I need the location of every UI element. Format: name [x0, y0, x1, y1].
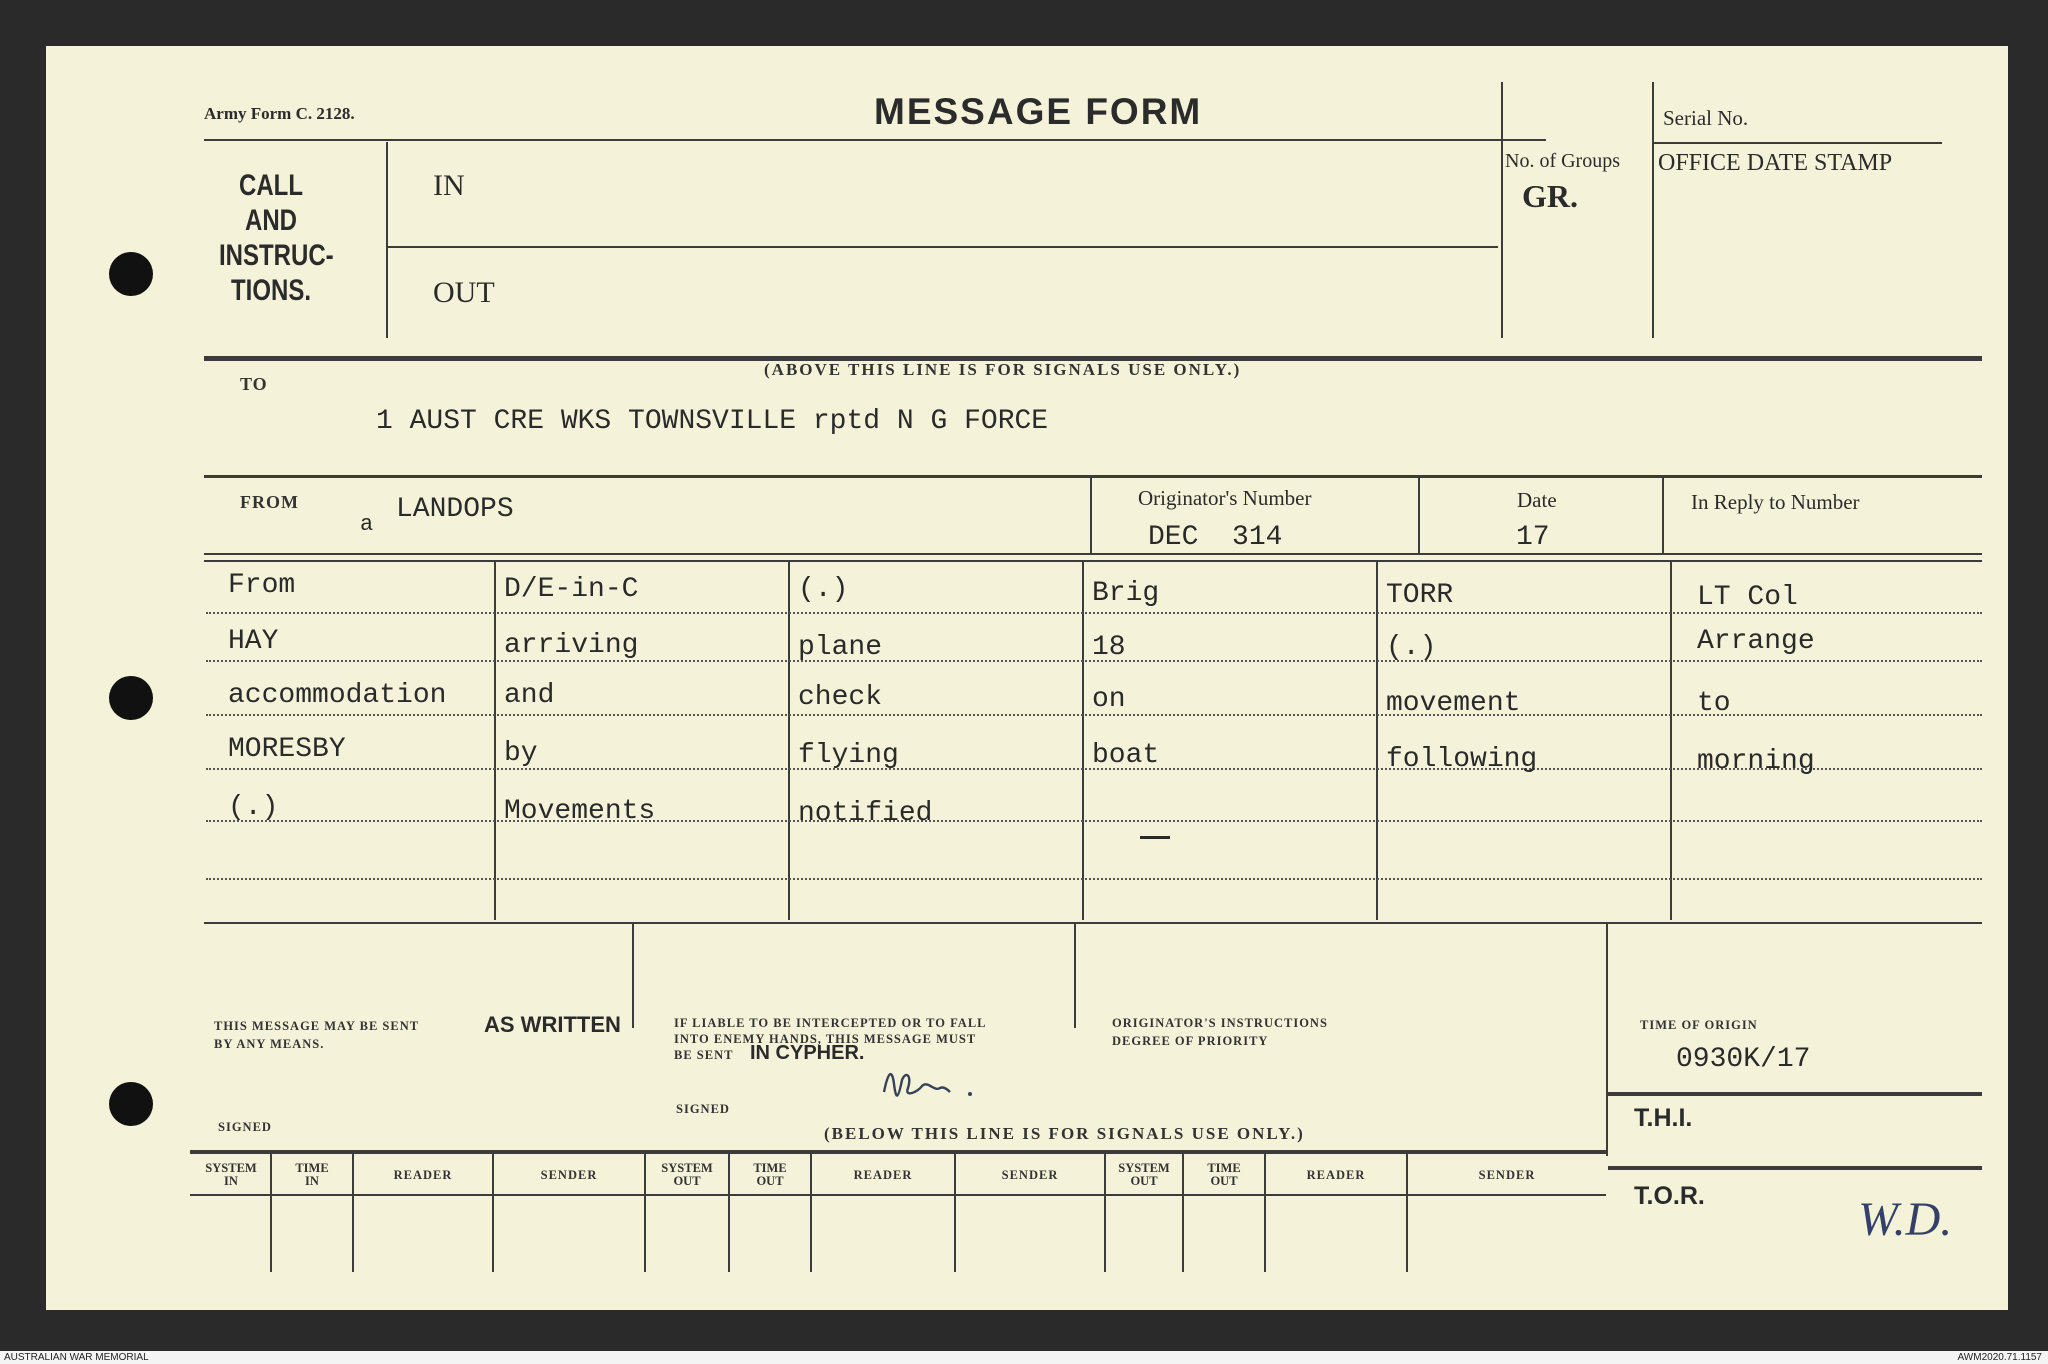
signals-below-note: (BELOW THIS LINE IS FOR SIGNALS USE ONLY.) — [824, 1124, 1305, 1143]
from-label: FROM — [240, 492, 299, 512]
groups-label: No. of Groups — [1505, 150, 1620, 172]
form-title: MESSAGE FORM — [874, 91, 1203, 132]
call-instructions-label: CALL AND INSTRUC- TIONS. — [219, 169, 334, 307]
th-sender-3: SENDER — [1478, 1168, 1536, 1182]
time-of-origin-label: TIME OF ORIGIN — [1640, 1018, 1758, 1032]
signed-label-1: SIGNED — [218, 1120, 272, 1134]
may-be-sent-line2: BY ANY MEANS. — [214, 1037, 325, 1051]
grid-cell: morning — [1697, 746, 1815, 777]
serial-label: Serial No. — [1663, 106, 1749, 130]
archive-accession-number: AWM2020.71.1157 — [1957, 1352, 2042, 1363]
date-value: 17 — [1516, 522, 1550, 553]
grid-cell: on — [1092, 684, 1126, 715]
archive-left-label: AUSTRALIAN WAR MEMORIAL — [4, 1352, 149, 1363]
grid-cell: TORR — [1386, 580, 1454, 611]
to-address: 1 AUST CRE WKS TOWNSVILLE rptd N G FORCE — [376, 406, 1049, 437]
grid-cell: Brig — [1092, 578, 1160, 609]
originator-number: DEC 314 — [1148, 522, 1283, 553]
th-sender-2: SENDER — [1001, 1168, 1059, 1182]
th-reader-3: READER — [1306, 1168, 1366, 1182]
tor-label: T.O.R. — [1634, 1182, 1705, 1210]
grid-cell: flying — [798, 740, 899, 771]
grid-cell: D/E-in-C — [504, 574, 639, 605]
grid-cell: HAY — [228, 626, 279, 657]
typed-dash — [1140, 836, 1170, 839]
grid-cell: check — [798, 682, 883, 713]
punch-hole-middle — [109, 676, 153, 720]
punch-hole-top — [109, 252, 153, 296]
grid-cell: Arrange — [1697, 626, 1815, 657]
grid-cell: by — [504, 738, 538, 769]
in-label: IN — [433, 169, 465, 202]
grid-cell: boat — [1092, 740, 1160, 771]
grid-cell: 18 — [1092, 632, 1126, 663]
originator-number-label: Originator's Number — [1138, 486, 1312, 510]
grid-cell: (.) — [1386, 632, 1437, 663]
liable-line1: IF LIABLE TO BE INTERCEPTED OR TO FALL — [674, 1016, 987, 1030]
may-be-sent-line1: THIS MESSAGE MAY BE SENT — [214, 1019, 420, 1033]
grid-cell: plane — [798, 632, 883, 663]
originator-instructions: ORIGINATOR'S INSTRUCTIONS — [1112, 1016, 1328, 1030]
date-label: Date — [1517, 488, 1557, 512]
grid-cell: movement — [1386, 688, 1521, 719]
grid-cell: following — [1386, 744, 1538, 775]
th-sender-1: SENDER — [540, 1168, 598, 1182]
liable-line3: BE SENT — [674, 1048, 734, 1062]
th-reader-2: READER — [853, 1168, 913, 1182]
grid-cell: to — [1697, 688, 1731, 719]
handwritten-signature — [878, 1062, 978, 1110]
as-written: AS WRITTEN — [484, 1012, 621, 1037]
grid-cell: arriving — [504, 630, 639, 661]
th-time-in: TIME IN — [295, 1161, 329, 1188]
from-prefix: a — [360, 512, 374, 537]
out-label: OUT — [433, 276, 495, 309]
th-time-out-2: TIME OUT — [1207, 1161, 1241, 1188]
grid-cell: accommodation — [228, 680, 447, 711]
grid-cell: and — [504, 680, 555, 711]
liable-line2: INTO ENEMY HANDS, THIS MESSAGE MUST — [674, 1032, 977, 1046]
th-system-out-2: SYSTEM OUT — [1118, 1161, 1170, 1188]
to-label: TO — [240, 374, 268, 394]
degree-of-priority: DEGREE OF PRIORITY — [1112, 1034, 1269, 1048]
grid-cell: notified — [798, 798, 933, 829]
grid-cell: LT Col — [1697, 582, 1798, 613]
grid-cell: From — [228, 570, 296, 601]
signals-above-note: (ABOVE THIS LINE IS FOR SIGNALS USE ONLY.) — [764, 360, 1242, 379]
grid-cell: MORESBY — [228, 734, 346, 765]
grid-cell: (.) — [228, 792, 279, 823]
from-originator: LANDOPS — [396, 494, 514, 525]
th-system-out-1: SYSTEM OUT — [661, 1161, 713, 1188]
groups-abbrev: GR. — [1522, 178, 1578, 214]
office-date-stamp-label: OFFICE DATE STAMP — [1658, 150, 1893, 176]
time-of-origin: 0930K/17 — [1676, 1044, 1811, 1075]
in-cypher: IN CYPHER. — [750, 1042, 865, 1064]
th-time-out-1: TIME OUT — [753, 1161, 787, 1188]
archive-footer — [0, 1351, 2048, 1364]
thi-label: T.H.I. — [1634, 1104, 1693, 1132]
signed-label-2: SIGNED — [676, 1102, 730, 1116]
grid-cell: (.) — [798, 574, 849, 605]
th-system-in: SYSTEM IN — [205, 1161, 257, 1188]
in-reply-label: In Reply to Number — [1691, 490, 1860, 514]
handwritten-wd: W.D. — [1858, 1193, 1953, 1246]
message-form-paper — [46, 46, 2008, 1310]
grid-cell: Movements — [504, 796, 656, 827]
th-reader-1: READER — [393, 1168, 453, 1182]
punch-hole-bottom — [109, 1082, 153, 1126]
form-number: Army Form C. 2128. — [204, 104, 355, 123]
